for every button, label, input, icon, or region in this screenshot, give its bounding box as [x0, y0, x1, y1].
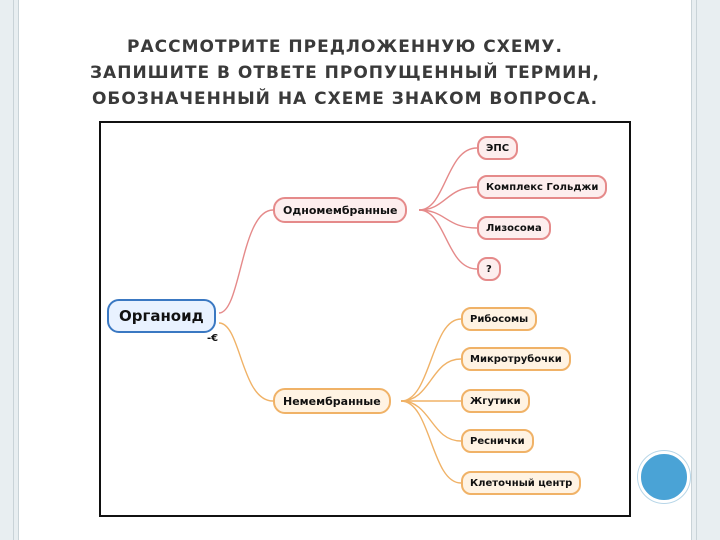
- group-node-nonmembrane: [273, 388, 391, 414]
- leaf-flagella-label: Жгутики: [470, 395, 521, 407]
- leaf-cilia: [461, 429, 534, 453]
- connector-membrane-to-eps: [419, 148, 477, 210]
- leaf-flagella: [461, 389, 530, 413]
- connector-nonmembrane-to-cilia: [401, 401, 461, 441]
- connector-nonmembrane-to-microtubules: [401, 359, 461, 401]
- leaf-cilia-label: Реснички: [470, 435, 525, 447]
- leaf-microtubules: [461, 347, 571, 371]
- connector-root-to-nonmembrane: [219, 323, 273, 401]
- right-decorative-bar: [691, 0, 720, 540]
- leaf-ribosomes: [461, 307, 537, 331]
- group-nonmembrane-label: Немембранные: [283, 394, 381, 408]
- leaf-eps-label: ЭПС: [486, 142, 510, 154]
- leaf-lysosome: [477, 216, 551, 240]
- decorative-circle: [638, 451, 690, 503]
- leaf-eps: [477, 136, 518, 160]
- group-node-membrane: [273, 197, 407, 223]
- title-line-1: РАССМОТРИТЕ ПРЕДЛОЖЕННУЮ СХЕМУ.: [127, 37, 563, 57]
- leaf-lysosome-label: Лизосома: [486, 222, 542, 234]
- leaf-golgi-label: Комплекс Гольджи: [486, 181, 599, 193]
- connector-membrane-to-golgi: [419, 187, 477, 210]
- slide-title: [30, 34, 660, 112]
- root-node-label: Органоид: [119, 307, 204, 325]
- leaf-centrosome-label: Клеточный центр: [470, 477, 573, 489]
- leaf-microtubules-label: Микротрубочки: [470, 353, 562, 365]
- leaf-ribosomes-label: Рибосомы: [470, 313, 529, 325]
- title-line-2: ЗАПИШИТЕ В ОТВЕТЕ ПРОПУЩЕННЫЙ ТЕРМИН,: [89, 63, 600, 83]
- connector-root-to-membrane: [219, 210, 273, 313]
- organoid-diagram: [99, 121, 631, 517]
- leaf-question: [477, 257, 501, 281]
- connector-nonmembrane-to-centrosome: [401, 401, 461, 483]
- left-decorative-bar: [0, 0, 19, 540]
- group-membrane-label: Одномембранные: [283, 203, 398, 217]
- leaf-question-label: ?: [486, 263, 492, 275]
- leaf-golgi: [477, 175, 607, 199]
- title-line-3: ОБОЗНАЧЕННЫЙ НА СХЕМЕ ЗНАКОМ ВОПРОСА.: [91, 89, 599, 109]
- root-marker: -€: [207, 333, 219, 344]
- leaf-centrosome: [461, 471, 581, 495]
- connector-membrane-to-question: [419, 210, 477, 269]
- root-node: [107, 299, 216, 333]
